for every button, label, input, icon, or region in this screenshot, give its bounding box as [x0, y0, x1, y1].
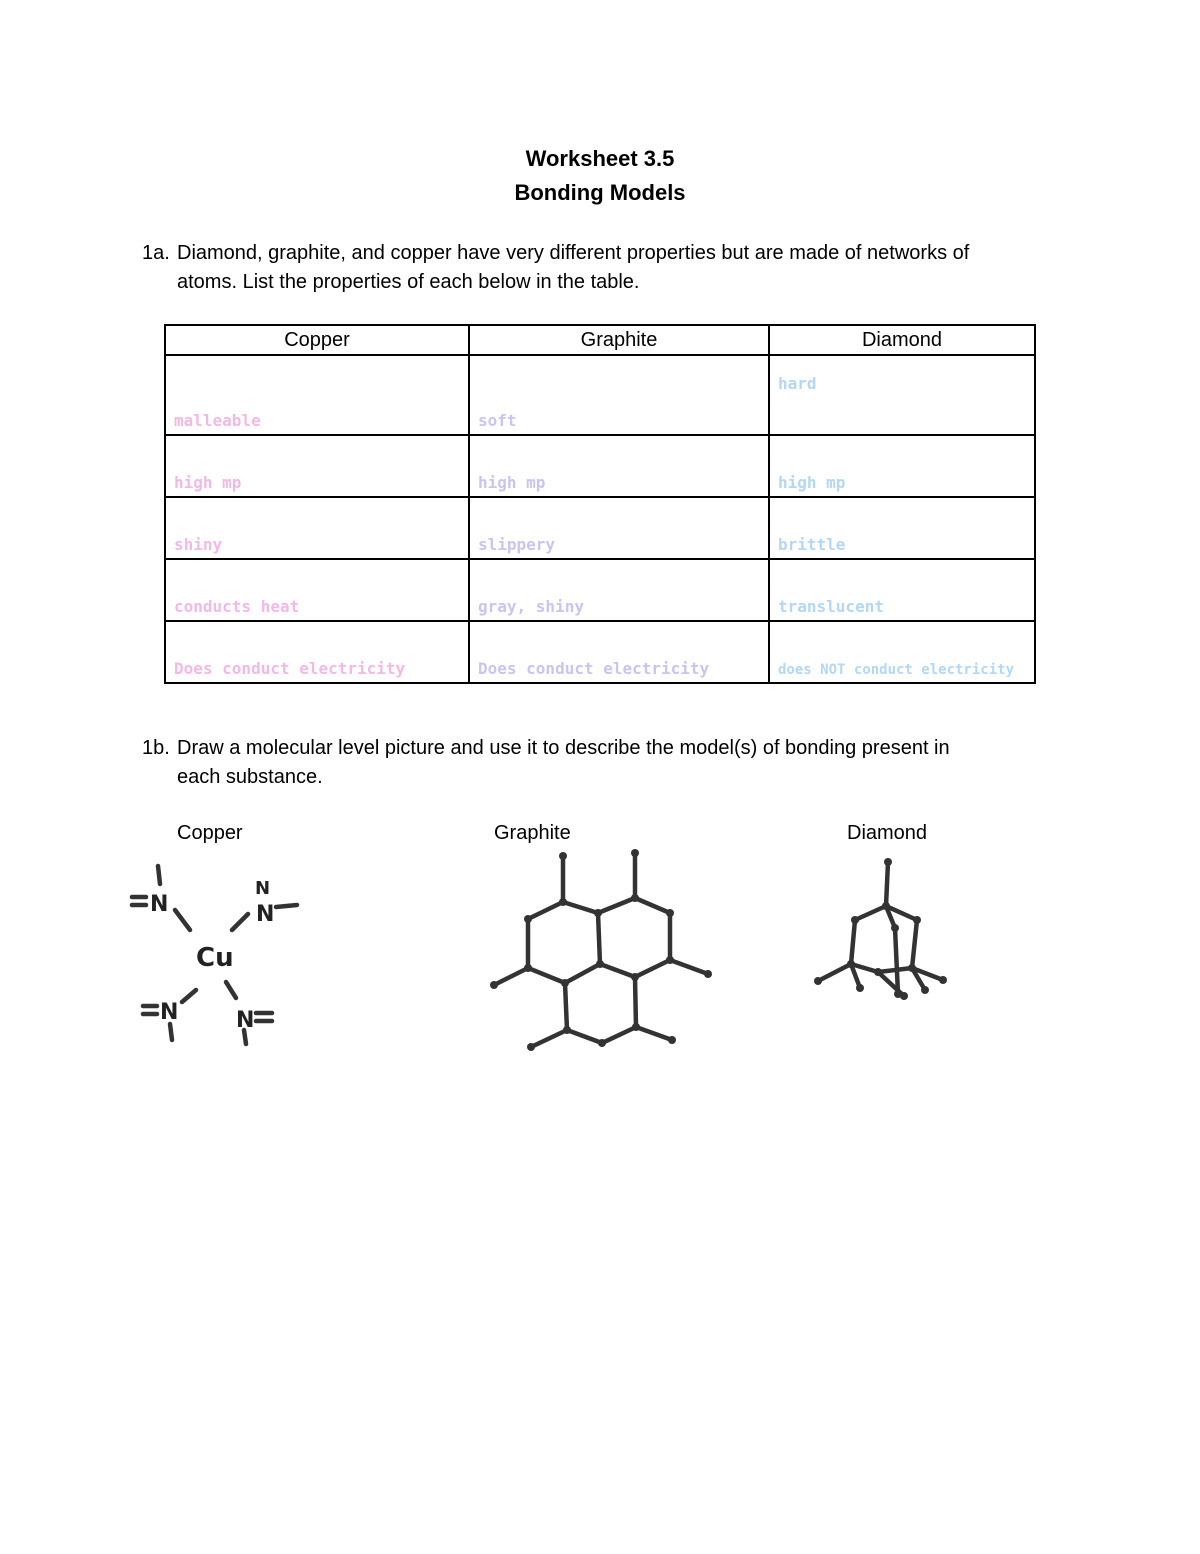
- question-1a-line-2: atoms. List the properties of each below in the table.: [177, 271, 640, 293]
- worksheet-title: Worksheet 3.5: [525, 146, 675, 171]
- column-header-diamond: Diamond: [769, 325, 1035, 355]
- copper-property-cell: shiny: [165, 497, 469, 559]
- question-1b-line-1: Draw a molecular level picture and use it to describe the model(s) of bonding present in: [177, 737, 950, 759]
- n-atom-label: N: [256, 902, 275, 927]
- graphite-property-cell: soft: [469, 355, 769, 435]
- copper-drawing-label: Copper: [177, 822, 243, 844]
- copper-property-cell: conducts heat: [165, 559, 469, 621]
- diamond-property-cell: translucent: [769, 559, 1035, 621]
- n-atom-label: N: [150, 892, 169, 917]
- n-atom-label: N: [160, 1000, 179, 1025]
- n-atom-label: N: [255, 878, 271, 899]
- column-header-copper: Copper: [165, 325, 469, 355]
- question-1a-line-1: Diamond, graphite, and copper have very different properties but are made of networks of: [177, 242, 970, 264]
- n-atom-label: N: [236, 1008, 255, 1033]
- copper-property-cell: Does conduct electricity: [165, 621, 469, 683]
- worksheet-subtitle: Bonding Models: [514, 180, 686, 205]
- diamond-property-cell: does NOT conduct electricity: [769, 621, 1035, 683]
- diamond-property-cell: high mp: [769, 435, 1035, 497]
- diamond-drawing-label: Diamond: [847, 822, 928, 844]
- diamond-property-cell: brittle: [769, 497, 1035, 559]
- copper-property-cell: high mp: [165, 435, 469, 497]
- diamond-property-cell: hard: [769, 355, 1035, 435]
- graphite-property-cell: gray, shiny: [469, 559, 769, 621]
- column-header-graphite: Graphite: [469, 325, 769, 355]
- graphite-property-cell: high mp: [469, 435, 769, 497]
- graphite-property-cell: slippery: [469, 497, 769, 559]
- question-1a-number: 1a.: [142, 242, 170, 264]
- graphite-drawing-label: Graphite: [494, 822, 571, 844]
- copper-property-cell: malleable: [165, 355, 469, 435]
- cu-atom-label: Cu: [196, 943, 234, 973]
- question-1b-number: 1b.: [142, 737, 170, 759]
- question-1b-line-2: each substance.: [177, 766, 323, 788]
- graphite-property-cell: Does conduct electricity: [469, 621, 769, 683]
